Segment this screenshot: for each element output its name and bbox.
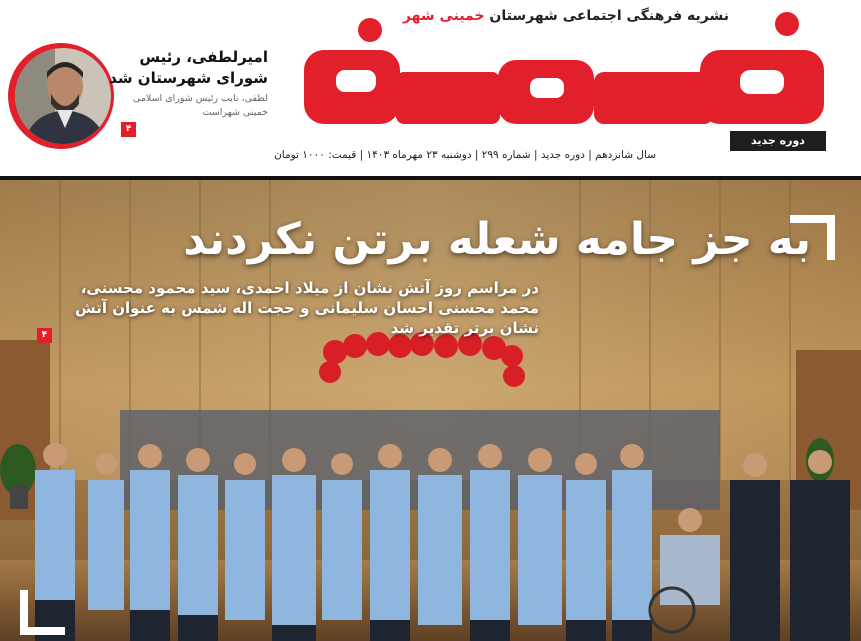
corner-mark-icon [20,590,65,635]
teaser-subtitle: لطفی، نایب رئیس شورای اسلامی خمینی شهراست [132,93,268,118]
tagline-prefix: نشریه فرهنگی اجتماعی شهرستان [489,8,729,24]
edition-badge: دوره جدید [730,131,826,151]
hero-page-badge: ۴ [37,328,52,343]
hero-caption: در مراسم روز آتش نشان از میلاد احمدی، سید محمود محسنی، محمد محسنی احسان سلیمانی و حجت اله شمس به عنوان آتش نشان برتر تقدیر شد [75,279,539,337]
hero-title[interactable]: به جز جامه شعله برتن نکردند [183,214,811,265]
tagline-city: خمینی شهر [402,8,485,24]
avatar[interactable] [15,48,111,144]
issue-meta: سال شانزدهم | دوره جدید | شماره ۲۹۹ | دوشنبه ۲۳ مهرماه ۱۴۰۳ | قیمت: ۱۰۰۰ تومان [274,149,656,161]
teaser-page-badge: ۴ [121,122,136,137]
teaser-headline[interactable]: امیرلطفی، رئیس شورای شهرستان شد [109,48,268,87]
masthead [0,0,861,176]
newspaper-logo [300,10,835,140]
